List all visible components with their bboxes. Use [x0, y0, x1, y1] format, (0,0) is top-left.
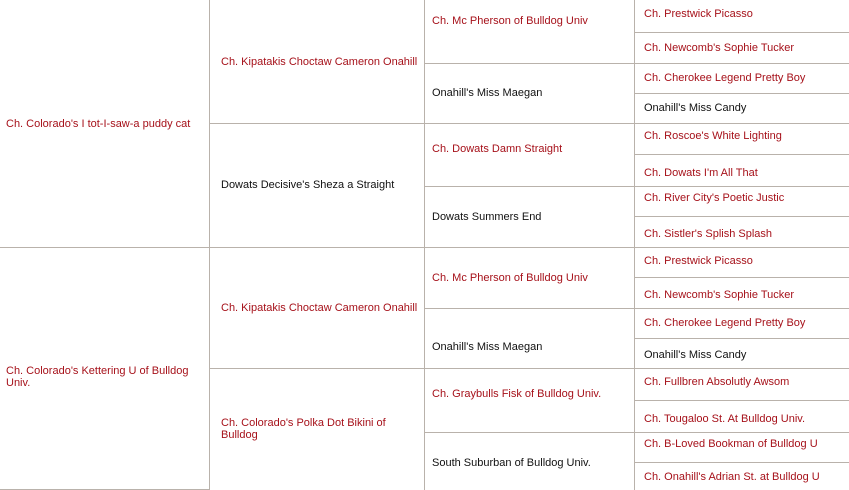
gen4-cell — [634, 93, 849, 124]
ancestor-link[interactable]: Ch. Colorado's Kettering U of Bulldog Univ. — [6, 365, 189, 389]
gen2-cell — [209, 368, 425, 490]
gen1-cell — [0, 247, 210, 490]
gen4-cell — [634, 32, 849, 64]
ancestor-link[interactable]: Ch. Mc Pherson of Bulldog Univ — [432, 14, 588, 27]
ancestor-name: South Suburban of Bulldog Univ. — [432, 457, 591, 469]
ancestor-link[interactable]: Ch. Roscoe's White Lighting — [644, 129, 782, 142]
ancestor-name: Dowats Summers End — [432, 210, 542, 223]
ancestor-link[interactable]: Ch. Kipatakis Choctaw Cameron Onahill — [221, 55, 418, 68]
ancestor-link[interactable]: Ch. Newcomb's Sophie Tucker — [644, 288, 795, 301]
gen4-cell — [634, 247, 849, 278]
ancestor-link[interactable]: Ch. Dowats Damn Straight — [432, 142, 563, 155]
gen4-cell — [634, 432, 849, 463]
gen3-cell — [424, 368, 635, 433]
ancestor-name: Onahill's Miss Maegan — [432, 87, 543, 99]
gen3-cell — [424, 247, 635, 309]
ancestor-link[interactable]: Ch. Onahill's Adrian St. at Bulldog U — [644, 471, 820, 483]
gen3-cell — [424, 63, 635, 124]
gen4-cell — [634, 154, 849, 187]
ancestor-link[interactable]: Ch. Tougaloo St. At Bulldog Univ. — [644, 413, 806, 425]
gen4-cell — [634, 338, 849, 369]
ancestor-link[interactable]: Ch. River City's Poetic Justic — [644, 192, 785, 204]
gen3-cell — [424, 308, 635, 369]
ancestor-name: Dowats Decisive's Sheza a Straight — [221, 179, 395, 191]
gen4-cell — [634, 277, 849, 309]
gen3-cell — [424, 0, 635, 64]
ancestor-link[interactable]: Ch. Cherokee Legend Pretty Boy — [644, 317, 806, 329]
gen4-cell — [634, 63, 849, 94]
ancestor-name: Onahill's Miss Candy — [644, 102, 747, 114]
gen2-cell — [209, 123, 425, 248]
ancestor-link[interactable]: Ch. B-Loved Bookman of Bulldog U — [644, 438, 818, 450]
gen4-cell — [634, 400, 849, 433]
ancestor-name: Onahill's Miss Maegan — [432, 341, 543, 353]
ancestor-link[interactable]: Ch. Dowats I'm All That — [644, 167, 758, 179]
gen4-cell — [634, 308, 849, 339]
ancestor-link[interactable]: Ch. Prestwick Picasso — [644, 255, 753, 267]
gen3-cell — [424, 186, 635, 248]
ancestor-link[interactable]: Ch. Sistler's Splish Splash — [644, 227, 773, 240]
gen4-cell — [634, 462, 849, 490]
gen1-cell — [0, 0, 210, 248]
ancestor-name: Onahill's Miss Candy — [644, 349, 747, 361]
ancestor-link[interactable]: Ch. Newcomb's Sophie Tucker — [644, 41, 795, 54]
gen4-cell — [634, 216, 849, 248]
ancestor-link[interactable]: Ch. Colorado's I tot-I-saw-a puddy cat — [6, 117, 191, 130]
ancestor-link[interactable]: Ch. Colorado's Polka Dot Bikini of Bulldog — [221, 417, 386, 441]
gen4-cell — [634, 123, 849, 155]
gen3-cell — [424, 432, 635, 490]
gen4-cell — [634, 0, 849, 33]
gen4-cell — [634, 186, 849, 217]
gen4-cell — [634, 368, 849, 401]
gen2-cell — [209, 247, 425, 369]
ancestor-link[interactable]: Ch. Mc Pherson of Bulldog Univ — [432, 271, 588, 284]
ancestor-link[interactable]: Ch. Kipatakis Choctaw Cameron Onahill — [221, 301, 418, 314]
gen2-cell — [209, 0, 425, 124]
ancestor-link[interactable]: Ch. Prestwick Picasso — [644, 8, 753, 20]
ancestor-link[interactable]: Ch. Cherokee Legend Pretty Boy — [644, 72, 806, 84]
ancestor-link[interactable]: Ch. Graybulls Fisk of Bulldog Univ. — [432, 388, 602, 400]
ancestor-link[interactable]: Ch. Fullbren Absolutly Awsom — [644, 376, 790, 388]
gen3-cell — [424, 123, 635, 187]
